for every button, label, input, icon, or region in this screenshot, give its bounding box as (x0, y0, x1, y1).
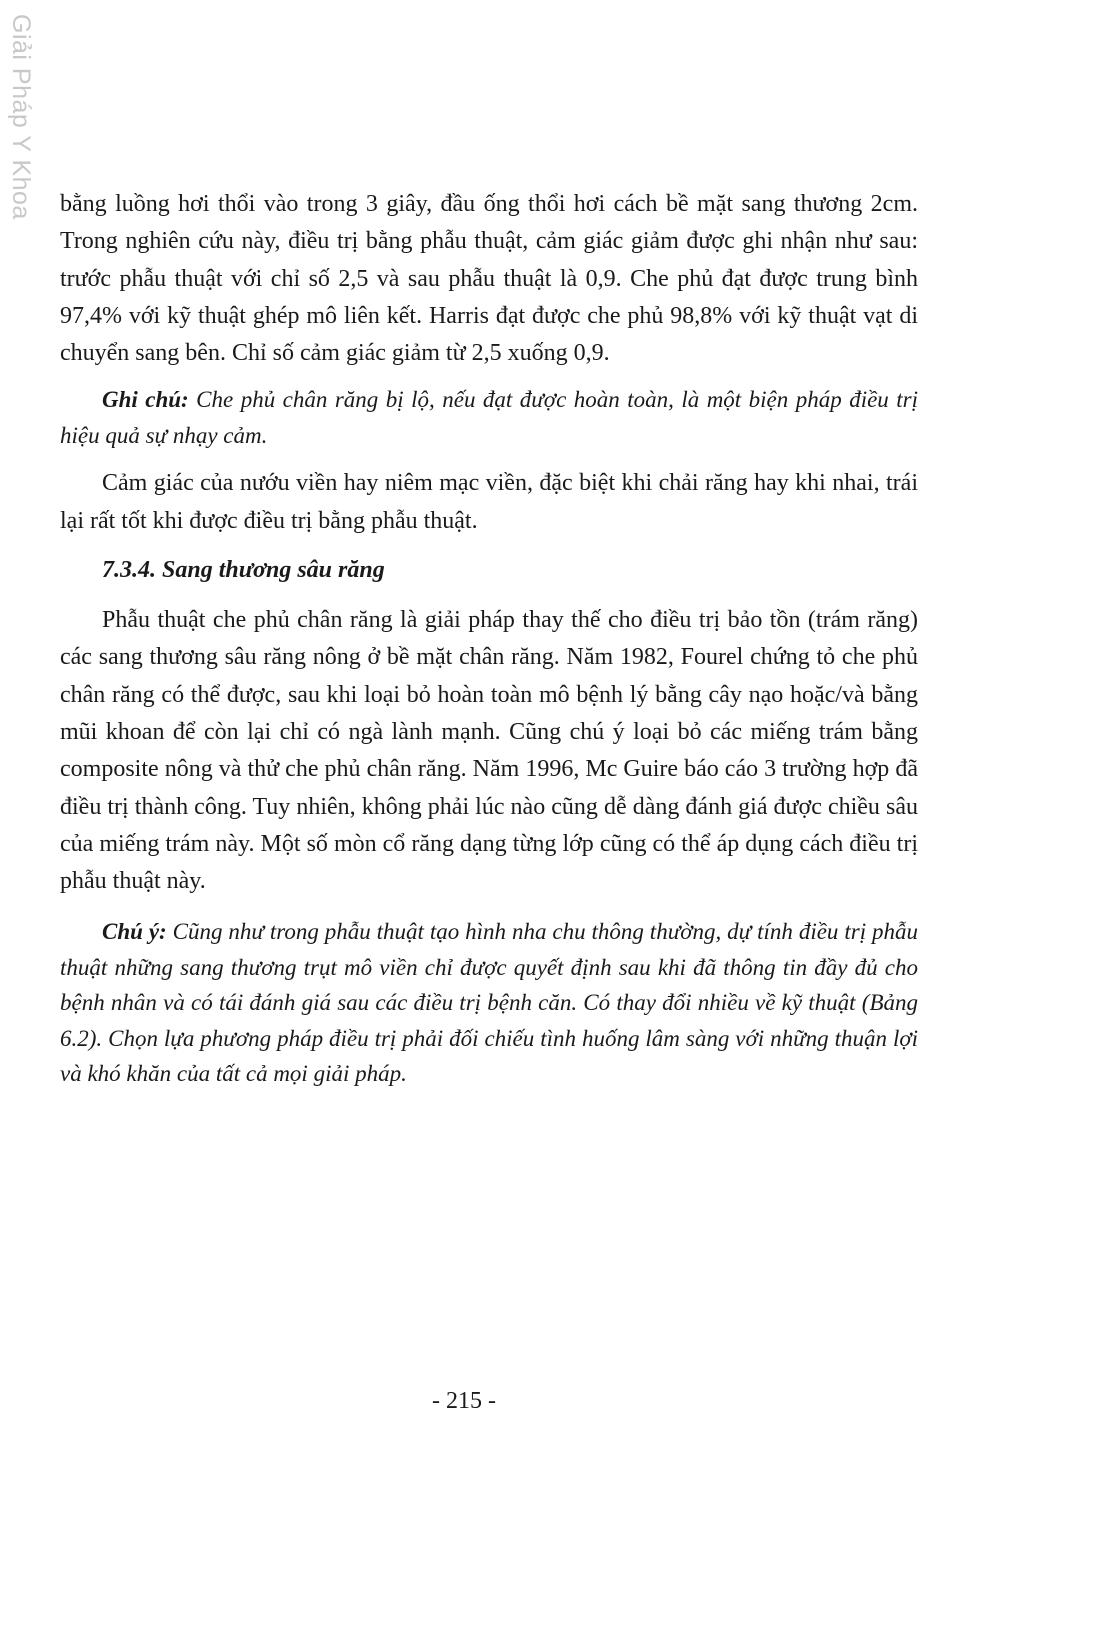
paragraph-caries: Phẫu thuật che phủ chân răng là giải pháp thay thế cho điều trị bảo tồn (trám răng) các sang thương sâu răng nông ở bề mặt chân răng. Năm 1982, Fourel chứng tỏ che phủ chân răng có thể được, sau khi loại bỏ hoàn toàn mô bệnh lý bằng cây nạo hoặc/và bằng mũi khoan để còn lại chỉ có ngà lành mạnh. Cũng chú ý loại bỏ các miếng trám bằng composite nông và thử che phủ chân răng. Năm 1996, Mc Guire báo cáo 3 trường hợp đã điều trị thành công. Tuy nhiên, không phải lúc nào cũng dễ dàng đánh giá được chiều sâu của miếng trám này. Một số mòn cổ răng dạng từng lớp cũng có thể áp dụng cách điều trị phẫu thuật này. (60, 607, 918, 895)
section-heading: 7.3.4. Sang thương sâu răng (102, 557, 385, 584)
note-text: Cũng như trong phẫu thuật tạo hình nha chu thông thường, dự tính điều trị phẫu thuật những sang thương trụt mô viền chỉ được quyết định sau khi đã thông tin đầy đủ cho bệnh nhân và có tái đánh giá sau các điều trị bệnh căn. Có thay đổi nhiều về kỹ thuật (Bảng 6.2). Chọn lựa phương pháp điều trị phải đối chiếu tình huống lâm sàng với những thuận lợi và khó khăn của tất cả mọi giải pháp. (60, 919, 918, 1087)
note-lead-label: Ghi chú: (102, 387, 189, 413)
note-ghi-chu (60, 382, 918, 453)
page-body (60, 186, 918, 1092)
note-text: Che phủ chân răng bị lộ, nếu đạt được hoàn toàn, là một biện pháp điều trị hiệu quả sự nhạy cảm. (60, 387, 918, 448)
note-lead-label: Chú ý: (102, 919, 167, 945)
page-number: - 215 - (432, 1388, 496, 1414)
paragraph-sensation: Cảm giác của nướu viền hay niêm mạc viền, đặc biệt khi chải răng hay khi nhai, trái lại rất tốt khi được điều trị bằng phẫu thuật. (60, 470, 918, 534)
watermark-text: Giải Pháp Y Khoa (7, 14, 35, 220)
note-chu-y (60, 914, 918, 1092)
paragraph-continuation: bằng luồng hơi thổi vào trong 3 giây, đầu ống thổi hơi cách bề mặt sang thương 2cm. Trong nghiên cứu này, điều trị bằng phẫu thuật, cảm giác giảm được ghi nhận như sau: trước phẫu thuật với chỉ số 2,5 và sau phẫu thuật là 0,9. Che phủ đạt được trung bình 97,4% với kỹ thuật ghép mô liên kết. Harris đạt được che phủ 98,8% với kỹ thuật vạt di chuyển sang bên. Chỉ số cảm giác giảm từ 2,5 xuống 0,9. (60, 191, 918, 367)
